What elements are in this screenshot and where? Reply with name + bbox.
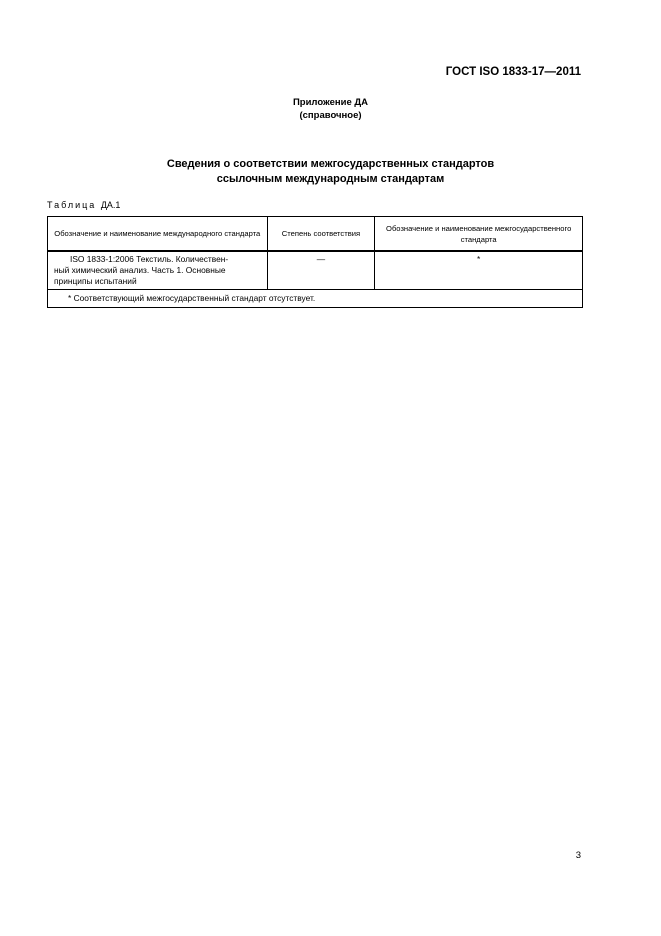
cell-interstate-standard: *	[375, 251, 583, 290]
standard-code: ГОСТ ISO 1833-17—2011	[445, 66, 581, 78]
cell-international-standard	[48, 251, 268, 290]
column-header-interstate: Обозначение и наименование межгосударственного стандарта	[375, 217, 583, 252]
column-header-degree: Степень соответствия	[267, 217, 375, 252]
table-caption-label: Таблица	[47, 200, 97, 210]
appendix-title: Приложение ДА	[292, 97, 369, 108]
table-caption-number: ДА.1	[100, 200, 121, 210]
document-heading	[0, 157, 661, 187]
table-caption	[47, 200, 120, 210]
page-number: 3	[575, 850, 581, 861]
heading-line-2: ссылочным международным стандартам	[216, 173, 445, 185]
cell-line: ный химический анализ. Часть 1. Основные	[54, 265, 226, 275]
cell-line: принципы испытаний	[54, 276, 137, 286]
table-footnote: * Соответствующий межгосударственный стандарт отсутствует.	[48, 290, 583, 308]
cell-line: ISO 1833-1:2006 Текстиль. Количествен-	[70, 254, 229, 264]
table-footnote-row	[48, 290, 583, 308]
table-row	[48, 251, 583, 290]
appendix-title-block	[0, 96, 661, 122]
cell-degree: —	[267, 251, 375, 290]
table-header-row	[48, 217, 583, 252]
column-header-international: Обозначение и наименование международного стандарта	[48, 217, 268, 252]
correspondence-table	[47, 216, 583, 308]
heading-line-1: Сведения о соответствии межгосударственных стандартов	[166, 158, 495, 170]
appendix-subtitle: (справочное)	[299, 110, 362, 121]
